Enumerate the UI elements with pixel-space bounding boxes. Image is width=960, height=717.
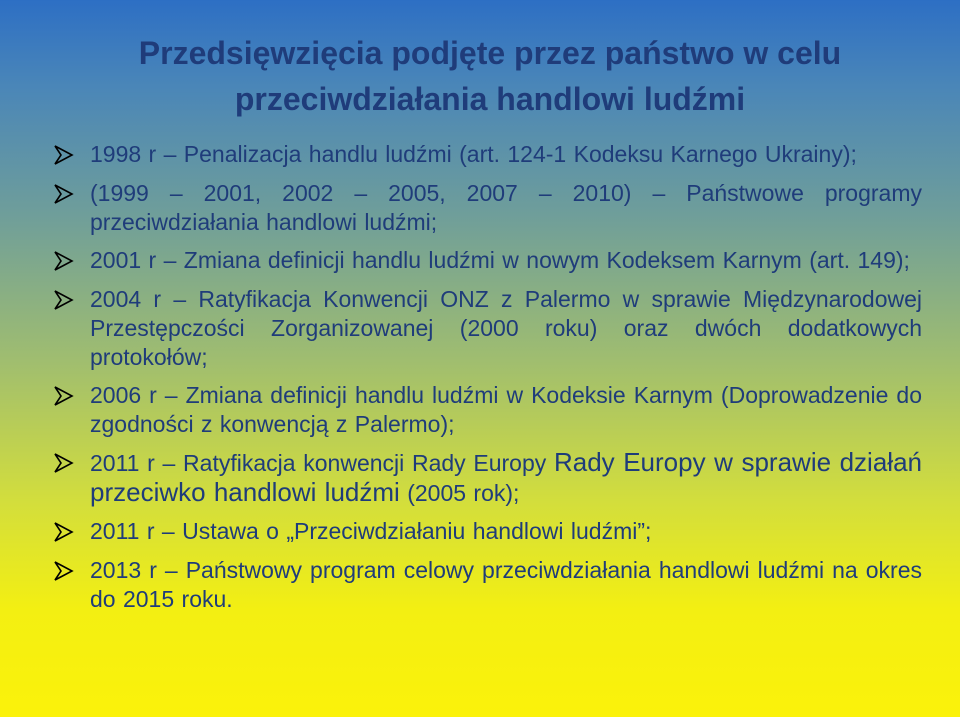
arrow-bullet-icon (52, 381, 90, 411)
arrow-bullet-icon (52, 448, 90, 478)
bullet-text: (1999 – 2001, 2002 – 2005, 2007 – 2010) – Państwowe programy przeciwdziałania handlowi ludźmi; (90, 180, 922, 235)
bullet-text-part-2: Rady Europy w sprawie działań przeciwko handlowi ludźmi (90, 447, 922, 507)
bullet-item-7 (52, 517, 922, 547)
arrow-bullet-icon (52, 556, 90, 586)
bullet-item-4 (52, 285, 922, 372)
bullet-text: 2011 r – Ustawa o „Przeciwdziałaniu handlowi ludźmi”; (90, 518, 652, 544)
bullet-item-2 (52, 179, 922, 237)
bullet-item-1 (52, 140, 922, 170)
bullet-text-part-1: 2011 r – Ratyfikacja konwencji Rady Europy (90, 450, 554, 476)
title-line-2: przeciwdziałania handlowi ludźmi (234, 81, 746, 117)
bullet-item-3 (52, 246, 922, 276)
arrow-bullet-icon (52, 517, 90, 547)
bullet-text (90, 448, 922, 508)
bullet-text: 2004 r – Ratyfikacja Konwencji ONZ z Palermo w sprawie Międzynarodowej Przestępczości Zorganizowanej (2000 roku) oraz dwóch dodatkowych protokołów; (90, 286, 922, 370)
bullet-text: 2006 r – Zmiana definicji handlu ludźmi w Kodeksie Karnym (Doprowadzenie do zgodności z konwencją z Palermo); (90, 382, 922, 437)
arrow-bullet-icon (52, 140, 90, 170)
arrow-bullet-icon (52, 246, 90, 276)
bullet-item-5 (52, 381, 922, 439)
bullet-text: 2013 r – Państwowy program celowy przeciwdziałania handlowi ludźmi na okres do 2015 roku. (90, 557, 922, 612)
bullet-list (52, 140, 922, 623)
bullet-text: 2001 r – Zmiana definicji handlu ludźmi w nowym Kodeksem Karnym (art. 149); (90, 247, 910, 273)
title-line-1: Przedsięwzięcia podjęte przez państwo w celu (138, 35, 842, 71)
bullet-item-6 (52, 448, 922, 508)
bullet-text: 1998 r – Penalizacja handlu ludźmi (art. 124-1 Kodeksu Karnego Ukrainy); (90, 141, 857, 167)
slide-title (60, 30, 920, 122)
arrow-bullet-icon (52, 285, 90, 315)
arrow-bullet-icon (52, 179, 90, 209)
bullet-item-8 (52, 556, 922, 614)
bullet-text-part-3: (2005 rok); (399, 480, 520, 506)
